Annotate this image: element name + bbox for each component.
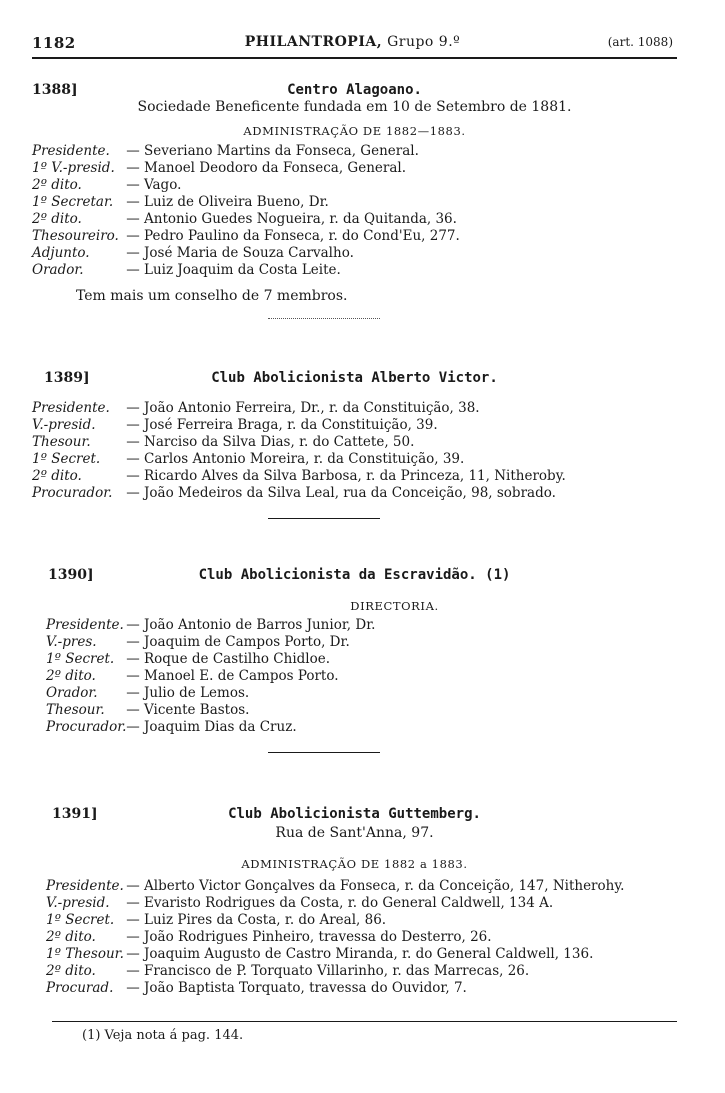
footnote-rule (52, 1021, 677, 1022)
officer-name: João Rodrigues Pinheiro, travessa do Desterro, 26. (144, 929, 492, 945)
officer-role: 1º Thesour. (46, 946, 124, 962)
officer-name: João Medeiros da Silva Leal, rua da Conceição, 98, sobrado. (144, 485, 556, 501)
officer-row: Presidente. — Alberto Victor Gonçalves da Fonseca, r. da Conceição, 147, Nitherohy. (32, 878, 677, 894)
officer-name: Luiz Pires da Costa, r. do Areal, 86. (144, 912, 387, 928)
officer-name: Julio de Lemos. (144, 685, 250, 701)
page-number: 1182 (32, 34, 76, 52)
officer-row: Orador. — Julio de Lemos. (32, 685, 677, 701)
officer-name: João Antonio de Barros Junior, Dr. (144, 617, 376, 633)
officer-role: Thesour. (32, 434, 91, 450)
officer-name: José Maria de Souza Carvalho. (144, 245, 354, 261)
officer-name: Joaquim Augusto de Castro Miranda, r. do General Caldwell, 136. (144, 946, 594, 962)
officer-row: V.-presid. — José Ferreira Braga, r. da Constituição, 39. (32, 417, 438, 433)
officer-row: 2º dito. — João Rodrigues Pinheiro, travessa do Desterro, 26. (32, 929, 677, 945)
officer-name: Joaquim Dias da Cruz. (144, 719, 297, 735)
officer-role: 2º dito. (32, 211, 82, 227)
entry-number: 1389] (44, 370, 90, 386)
officer-row: Procurador.— Joaquim Dias da Cruz. (32, 719, 677, 735)
officer-name: Manoel Deodoro da Fonseca, General. (144, 160, 406, 176)
officer-role: Presidente. (46, 617, 124, 633)
officer-row: Presidente. — Severiano Martins da Fonseca, General. (32, 143, 419, 159)
officer-row: Thesoureiro. — Pedro Paulino da Fonseca, r. do Cond'Eu, 277. (32, 228, 460, 244)
officer-name: Francisco de P. Torquato Villarinho, r. das Marrecas, 26. (144, 963, 530, 979)
entry-number: 1388] (32, 82, 78, 98)
officer-row: V.-presid. — Evaristo Rodrigues da Costa, r. do General Caldwell, 134 A. (32, 895, 677, 911)
officer-name: Evaristo Rodrigues da Costa, r. do General Caldwell, 134 A. (144, 895, 554, 911)
officer-role: V.-pres. (46, 634, 97, 650)
officer-role: 1º Secret. (46, 651, 115, 667)
officer-role: 1º V.-presid. (32, 160, 115, 176)
officer-row: Thesour. — Narciso da Silva Dias, r. do Cattete, 50. (32, 434, 415, 450)
officer-row: 2º dito. — Vago. (32, 177, 182, 193)
entry-address: Rua de Sant'Anna, 97. (275, 825, 434, 841)
officer-row: 1º Thesour. — Joaquim Augusto de Castro Miranda, r. do General Caldwell, 136. (32, 946, 677, 962)
header-title (32, 34, 673, 50)
officer-role: Orador. (32, 262, 84, 278)
officer-name: Alberto Victor Gonçalves da Fonseca, r. da Conceição, 147, Nitherohy. (144, 878, 625, 894)
officer-name: Antonio Guedes Nogueira, r. da Quitanda, 36. (144, 211, 457, 227)
officer-row: Procurad. — João Baptista Torquato, travessa do Ouvidor, 7. (32, 980, 677, 996)
officer-role: V.-presid. (32, 417, 96, 433)
administration-heading: ADMINISTRAÇÃO DE 1882 a 1883. (241, 857, 468, 871)
officer-role: Presidente. (46, 878, 124, 894)
header-section: PHILANTROPIA, (244, 34, 383, 50)
officer-name: Roque de Castilho Chidloe. (144, 651, 331, 667)
officer-row: 2º dito. — Francisco de P. Torquato Villarinho, r. das Marrecas, 26. (32, 963, 677, 979)
footnote: (1) Veja nota á pag. 144. (82, 1028, 244, 1043)
officer-row: 1º Secretar. — Luiz de Oliveira Bueno, Dr. (32, 194, 329, 210)
officer-row: 1º Secret. — Luiz Pires da Costa, r. do Areal, 86. (32, 912, 677, 928)
entry-title: Club Abolicionista Alberto Victor. (211, 370, 498, 386)
officer-name: Ricardo Alves da Silva Barbosa, r. da Princeza, 11, Nitheroby. (144, 468, 566, 484)
directory-heading: DIRECTORIA. (350, 599, 439, 613)
officer-role: V.-presid. (46, 895, 110, 911)
officer-row: V.-pres. — Joaquim de Campos Porto, Dr. (32, 634, 677, 650)
officer-role: 1º Secret. (32, 451, 101, 467)
header-rule (32, 57, 677, 59)
officer-name: Manoel E. de Campos Porto. (144, 668, 339, 684)
entry-number: 1390] (48, 567, 94, 583)
officer-name: Carlos Antonio Moreira, r. da Constituição, 39. (144, 451, 465, 467)
article-reference: (art. 1088) (607, 35, 673, 49)
officer-row: 2º dito. — Antonio Guedes Nogueira, r. da Quitanda, 36. (32, 211, 457, 227)
entry-note: Tem mais um conselho de 7 membros. (76, 288, 348, 304)
entry-title: Club Abolicionista Guttemberg. (228, 806, 481, 822)
officer-role: Adjunto. (32, 245, 90, 261)
entry-subtitle: Sociedade Beneficente fundada em 10 de Setembro de 1881. (137, 99, 572, 115)
officer-name: João Antonio Ferreira, Dr., r. da Constituição, 38. (144, 400, 480, 416)
administration-heading: ADMINISTRAÇÃO DE 1882—1883. (243, 124, 466, 138)
officer-role: Orador. (46, 685, 98, 701)
officer-name: José Ferreira Braga, r. da Constituição, 39. (144, 417, 438, 433)
officer-row: 1º V.-presid. — Manoel Deodoro da Fonseca, General. (32, 160, 406, 176)
officer-role: 1º Secretar. (32, 194, 114, 210)
entry-title: Club Abolicionista da Escravidão. (1) (198, 567, 511, 583)
officer-name: Luiz Joaquim da Costa Leite. (144, 262, 341, 278)
officer-role: Thesour. (46, 702, 105, 718)
section-divider (268, 318, 380, 319)
officer-row: Presidente. — João Antonio de Barros Junior, Dr. (32, 617, 677, 633)
running-header (32, 34, 673, 54)
officer-row: Adjunto. — José Maria de Souza Carvalho. (32, 245, 354, 261)
section-divider (268, 518, 380, 519)
officer-name: Luiz de Oliveira Bueno, Dr. (144, 194, 329, 210)
officer-role: Procurad. (46, 980, 114, 996)
officer-role: Thesoureiro. (32, 228, 119, 244)
officer-name: Vago. (144, 177, 182, 193)
officer-name: Narciso da Silva Dias, r. do Cattete, 50. (144, 434, 415, 450)
entry-number: 1391] (52, 806, 98, 822)
officer-role: Presidente. (32, 400, 110, 416)
officer-name: João Baptista Torquato, travessa do Ouvidor, 7. (144, 980, 467, 996)
officer-row: Procurador. — João Medeiros da Silva Leal, rua da Conceição, 98, sobrado. (32, 485, 556, 501)
officer-name: Pedro Paulino da Fonseca, r. do Cond'Eu, 277. (144, 228, 460, 244)
officer-name: Vicente Bastos. (144, 702, 250, 718)
officer-role: 2º dito. (32, 177, 82, 193)
officer-row: 1º Secret. — Roque de Castilho Chidloe. (32, 651, 677, 667)
officer-row: Orador. — Luiz Joaquim da Costa Leite. (32, 262, 341, 278)
header-group: Grupo 9.º (387, 34, 461, 50)
officer-role: 2º dito. (46, 668, 96, 684)
officer-name: Joaquim de Campos Porto, Dr. (144, 634, 350, 650)
section-divider (268, 752, 380, 753)
officer-role: 2º dito. (46, 963, 96, 979)
officer-row: Presidente. — João Antonio Ferreira, Dr., r. da Constituição, 38. (32, 400, 480, 416)
officer-row: 1º Secret. — Carlos Antonio Moreira, r. da Constituição, 39. (32, 451, 465, 467)
officer-role: Presidente. (32, 143, 110, 159)
officer-role: 2º dito. (46, 929, 96, 945)
officer-role: 2º dito. (32, 468, 82, 484)
officer-row: 2º dito. — Ricardo Alves da Silva Barbosa, r. da Princeza, 11, Nitheroby. (32, 468, 566, 484)
officer-role: 1º Secret. (46, 912, 115, 928)
officer-row: Thesour. — Vicente Bastos. (32, 702, 677, 718)
officer-role: Procurador. (46, 719, 127, 735)
officer-row: 2º dito. — Manoel E. de Campos Porto. (32, 668, 677, 684)
entry-title: Centro Alagoano. (287, 82, 422, 98)
officer-name: Severiano Martins da Fonseca, General. (144, 143, 419, 159)
officer-role: Procurador. (32, 485, 113, 501)
